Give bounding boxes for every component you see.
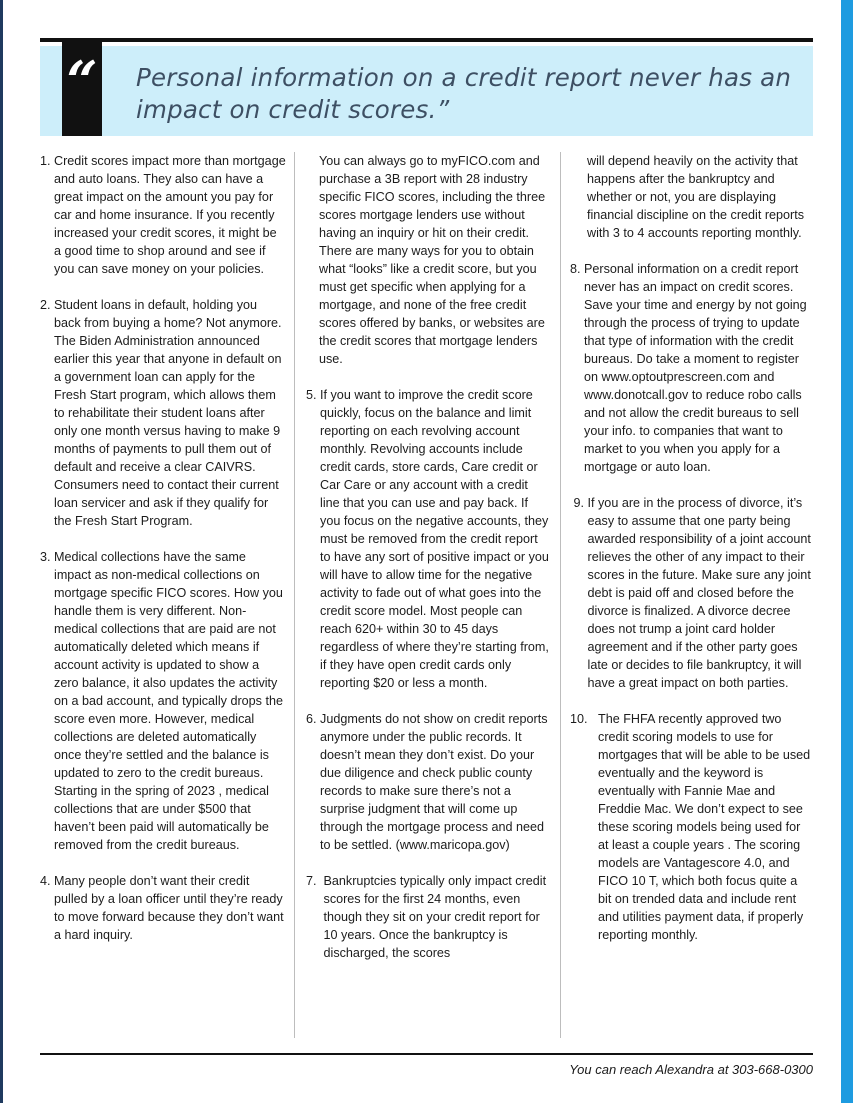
list-item <box>570 710 814 944</box>
item-text: If you want to improve the credit score quickly, focus on the balance and limit reporting on each revolving account monthly. Revolving accounts include credit cards, store cards, Care credit or Car Care or any account with a credit line that you can use and pay back. If you focus on the negative accounts, they must be removed from the credit report to have any sort of positive impact or you will have to allow time for the negative activity to fade out of what goes into the credit score model. Most people can reach 620+ within 30 to 45 days regardless of where they’re starting from, if they have open credit cards only reporting $20 or less a month. <box>320 388 549 690</box>
item-number: 1. <box>40 154 55 168</box>
item-number: 9. <box>570 496 588 510</box>
item-number: 2. <box>40 298 55 312</box>
item-text: If you are in the process of divorce, it’s easy to assume that one party being awarded responsibility of a joint account relieves the other of any impact to their scores in the future. Make sure any joint debt is paid off and closed before the divorce is finalized. A divorce decree does not trump a joint card holder agreement and if the other party goes late or decides to file bankruptcy, it will have a great impact on both parties. <box>587 496 811 690</box>
item-number: 10. <box>570 712 599 726</box>
column-divider <box>560 152 561 1038</box>
footer-contact: You can reach Alexandra at 303-668-0300 <box>569 1062 813 1077</box>
list-item <box>306 872 550 962</box>
list-item <box>570 494 814 692</box>
quote-mark-icon: “ <box>66 49 98 113</box>
top-rule <box>40 38 813 42</box>
list-item <box>40 872 286 944</box>
item-number: 3. <box>40 550 55 564</box>
list-item <box>40 152 286 278</box>
item-text: Personal information on a credit report never has an impact on credit scores. Save your time and energy by not going through the process of trying to update that type of information with the credit bureaus. Do take a moment to register on www.optoutprescreen.com and www.donotcall.gov to reduce robo calls and not allow the credit bureaus to sell your info. to companies that want to market to you when you apply for a mortgage or auto loan. <box>584 262 807 474</box>
item-number: 7. <box>306 874 324 888</box>
pull-quote: Personal information on a credit report never has an impact on credit scores.” <box>136 63 792 124</box>
quote-mark-block <box>62 40 102 136</box>
item-continuation: will depend heavily on the activity that happens after the bankruptcy and whether or not, you are displaying financial discipline on the credit reports with 3 to 4 accounts reporting monthly. <box>587 154 805 240</box>
item-number: 8. <box>570 262 585 276</box>
bottom-rule <box>40 1053 813 1055</box>
column-3 <box>570 152 814 962</box>
item-text: Medical collections have the same impact as non-medical collections on mortgage specific FICO scores. How you handle them is very different. Non-medical collections that are paid are not automatically deleted which means if account activity is updated to show a zero balance, it also updates the activity on a bad account, and typically drops the score even more. However, medical collections are deleted automatically once they’re settled and the balance is updated to zero to the credit bureaus. Starting in the spring of 2023 , medical collections that are under $500 that haven’t been paid will automatically be removed from the credit bureaus. <box>54 550 283 852</box>
item-number: 4. <box>40 874 55 888</box>
item-continuation: You can always go to myFICO.com and purchase a 3B report with 28 industry specific FICO scores, including the three scores mortgage lenders use without having an inquiry or hit on their credit. There are many ways for you to obtain what “looks” like a credit score, but you must get specific when applying for a mortgage, and none of the free credit scores offered by banks, or websites are the credit scores that mortgage lenders use. <box>319 154 546 366</box>
column-divider <box>294 152 295 1038</box>
list-item <box>306 710 550 854</box>
list-item <box>40 548 286 854</box>
item-text: Judgments do not show on credit reports anymore under the public records. It doesn’t mean they don’t exist. Do your due diligence and check public county records to make sure there’s not a surprise judgment that will come up through the mortgage process and need to be settled. (www.maricopa.gov) <box>320 712 548 852</box>
item-text: Bankruptcies typically only impact credit scores for the first 24 months, even though they sit on your credit report for 10 years. Once the bankruptcy is discharged, the scores <box>323 874 547 960</box>
column-1 <box>40 152 286 962</box>
left-edge-bar <box>0 0 3 1103</box>
column-2 <box>306 152 550 980</box>
right-edge-bar <box>841 0 853 1103</box>
list-item <box>306 386 550 692</box>
item-text: Student loans in default, holding you back from buying a home? Not anymore. The Biden Administration announced earlier this year that anyone in default on a government loan can apply for the Fresh Start program, which allows them to rehabilitate their student loans after only one month versus having to make 9 months of payments to pull them out of default and receive a clear CAIVRS. Consumers need to contact their current loan servicer and ask if they qualify for the Fresh Start Program. <box>54 298 282 528</box>
list-item <box>570 260 814 476</box>
list-item <box>40 296 286 530</box>
item-text: Many people don’t want their credit pulled by a loan officer until they’re ready to move forward because they don’t want a hard inquiry. <box>54 874 284 942</box>
item-number: 6. <box>306 712 321 726</box>
item-text: The FHFA recently approved two credit scoring models to use for mortgages that will be able to be used eventually and the keyword is eventually with Fannie Mae and Freddie Mac. We don’t expect to see these scoring models being used for at least a couple years . The scoring models are Vantagescore 4.0, and FICO 10 T, which both focus quite a bit on trended data and include rent and utilities payment data, if properly reporting monthly. <box>598 712 811 942</box>
item-number: 5. <box>306 388 321 402</box>
item-text: Credit scores impact more than mortgage and auto loans. They also can have a great impact on the amount you pay for car and home insurance. If you recently increased your credit scores, it might be a good time to shop around and see if you can save money on your policies. <box>54 154 286 276</box>
